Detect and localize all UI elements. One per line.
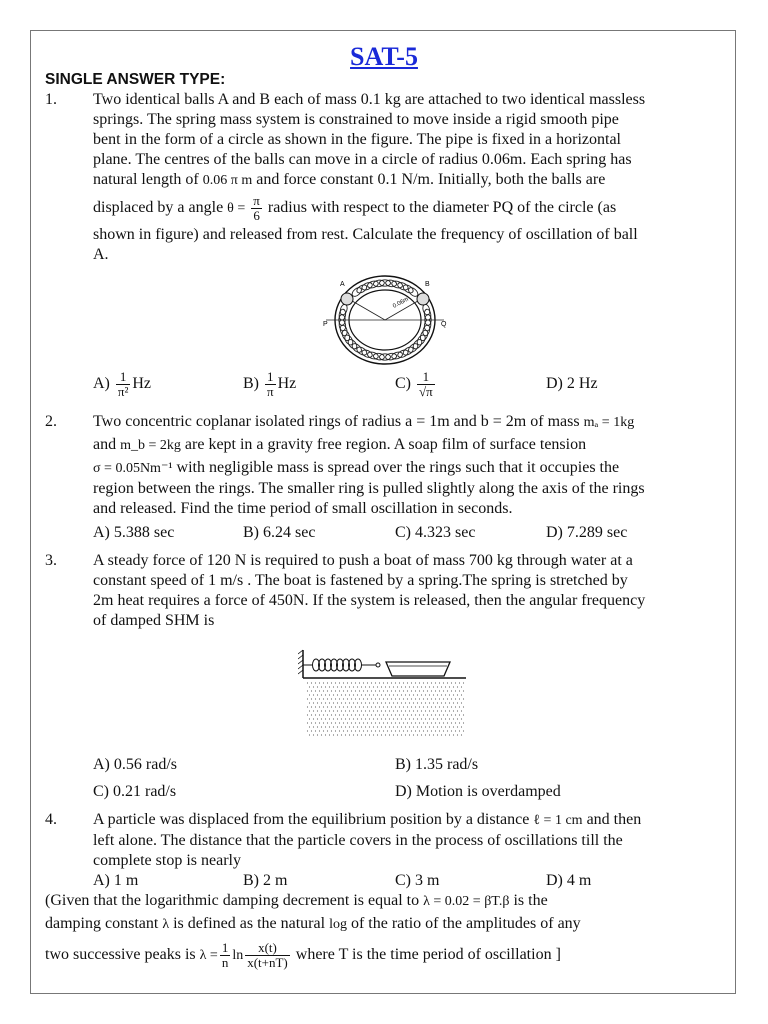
text-line: 2m heat requires a force of 450N. If the system is released, then the angular frequency [93, 592, 646, 609]
text-line: natural length of 0.06 π m and force constant 0.1 N/m. Initially, both the balls are [93, 171, 606, 188]
text-line: Two identical balls A and B each of mass 0.1 kg are attached to two identical massless [93, 91, 646, 108]
question-number: 4. [45, 811, 57, 828]
math-expression: ℓ = 1 cm [533, 813, 583, 828]
option-d[interactable]: D) 7.289 sec [546, 524, 628, 541]
math-expression: θ = [227, 201, 246, 216]
spring-coil [367, 351, 379, 360]
math-expression: λ [162, 917, 170, 932]
text-line: and released. Find the time period of small oscillation in seconds. [93, 500, 513, 517]
option-b[interactable]: B) 1.35 rad/s [395, 756, 479, 773]
label-a: A [340, 281, 345, 288]
question-text [93, 551, 735, 631]
spring-coil [391, 280, 403, 289]
text-line: two successive peaks is λ = $\frac{1}{n}$ ln $\frac{x(t)}{x(t+nT)}$ where T is the time period of oscillation ] [45, 939, 561, 970]
text-line: Two concentric coplanar isolated rings of radius a = 1m and b = 2m of mass mₐ = 1kg [93, 413, 635, 430]
text-line: bent in the form of a circle as shown in the figure. The pipe is fixed in a horizontal [93, 131, 621, 148]
label-p: P [323, 321, 328, 328]
spring-coil [397, 349, 410, 359]
label-b: B [425, 281, 430, 288]
spring-coil [380, 280, 391, 286]
options-q4 [93, 871, 735, 891]
text-line: σ = 0.05Nm⁻¹ with negligible mass is spread over the rings such that it occupies the [93, 459, 620, 476]
spring-coil [380, 354, 391, 360]
option-a[interactable]: A) 5.388 sec [93, 524, 175, 541]
label-radius: 0.06m [392, 296, 410, 310]
spring-coil [397, 281, 410, 291]
figure-circular-pipe [318, 274, 452, 368]
fraction: $\frac{x(t)}{x(t+nT)}$ [247, 939, 288, 970]
label-q: Q [441, 321, 447, 328]
text-line: A particle was displaced from the equilibrium position by a distance ℓ = 1 cm and then [93, 811, 642, 828]
text-line: constant speed of 1 m/s . The boat is fastened by a spring.The spring is stretched by [93, 572, 628, 589]
spring-coil [367, 280, 379, 289]
ball-a [341, 293, 353, 305]
page-title: SAT-5 [350, 42, 418, 71]
fraction: $\frac{1}{n}$ [221, 939, 229, 970]
text-line: springs. The spring mass system is constrained to move inside a rigid smooth pipe [93, 111, 619, 128]
ball-b [417, 293, 429, 305]
math-expression: m_b = 2kg [120, 438, 181, 453]
option-d[interactable]: D) 2 Hz [546, 375, 598, 392]
math-expression: λ = [199, 948, 218, 963]
option-d[interactable]: D) 4 m [546, 872, 592, 889]
question-number: 2. [45, 413, 57, 430]
math-expression: mₐ = 1kg [583, 415, 635, 430]
option-b[interactable]: B) $\frac{1}{\pi}$ Hz [243, 369, 297, 399]
section-heading: SINGLE ANSWER TYPE: [45, 71, 226, 88]
text-line: plane. The centres of the balls can move in a circle of radius 0.06m. Each spring has [93, 151, 632, 168]
option-b[interactable]: B) 6.24 sec [243, 524, 316, 541]
math-expression: 0.06 π m [202, 173, 253, 188]
option-c[interactable]: C) 0.21 rad/s [93, 783, 177, 800]
math-expression: σ = 0.05Nm⁻¹ [93, 461, 173, 476]
text-line: of damped SHM is [93, 612, 215, 629]
text-line: shown in figure) and released from rest. Calculate the frequency of oscillation of ball [93, 226, 638, 243]
question-text [93, 412, 735, 519]
spring-coil [313, 659, 362, 671]
option-c[interactable]: C) 4.323 sec [395, 524, 476, 541]
spring-coil [361, 349, 374, 359]
question-text [45, 810, 735, 975]
option-b[interactable]: B) 2 m [243, 872, 288, 889]
math-expression: λ = 0.02 = βT.β [423, 894, 510, 909]
option-a[interactable]: A) $\frac{1}{\text{π²}}$ Hz [93, 369, 152, 399]
question-text [93, 90, 735, 265]
spring-coil [391, 351, 403, 360]
text-line: displaced by a angle θ = $\frac{\pi}{6}$ radius with respect to the diameter PQ of the circle (as [93, 192, 617, 223]
text-line: left alone. The distance that the particle covers in the process of oscillations till the [93, 832, 623, 849]
spring-coil [361, 281, 374, 291]
option-d[interactable]: D) Motion is overdamped [395, 783, 561, 800]
math-expression: log [329, 917, 347, 932]
fraction: $\frac{\pi}{6}$ [253, 192, 260, 223]
question-number: 1. [45, 91, 57, 108]
option-c[interactable]: C) $\frac{1}{√\pi}$ [395, 369, 433, 399]
figure-boat-spring [298, 648, 470, 738]
option-a[interactable]: A) 0.56 rad/s [93, 756, 177, 773]
question-number: 3. [45, 552, 57, 569]
option-a[interactable]: A) 1 m [93, 872, 139, 889]
boat [386, 662, 450, 676]
text-line: damping constant λ is defined as the natural log of the ratio of the amplitudes of any [45, 915, 581, 932]
text-line: A. [93, 246, 109, 263]
text-line: A steady force of 120 N is required to push a boat of mass 700 kg through water at a [93, 552, 633, 569]
text-line: and m_b = 2kg are kept in a gravity free region. A soap film of surface tension [93, 436, 587, 453]
text-line: region between the rings. The smaller ring is pulled slightly along the axis of the rings [93, 480, 645, 497]
text-line: (Given that the logarithmic damping decrement is equal to λ = 0.02 = βT.β is the [45, 892, 548, 909]
text-line: complete stop is nearly [93, 852, 241, 869]
option-c[interactable]: C) 3 m [395, 872, 440, 889]
